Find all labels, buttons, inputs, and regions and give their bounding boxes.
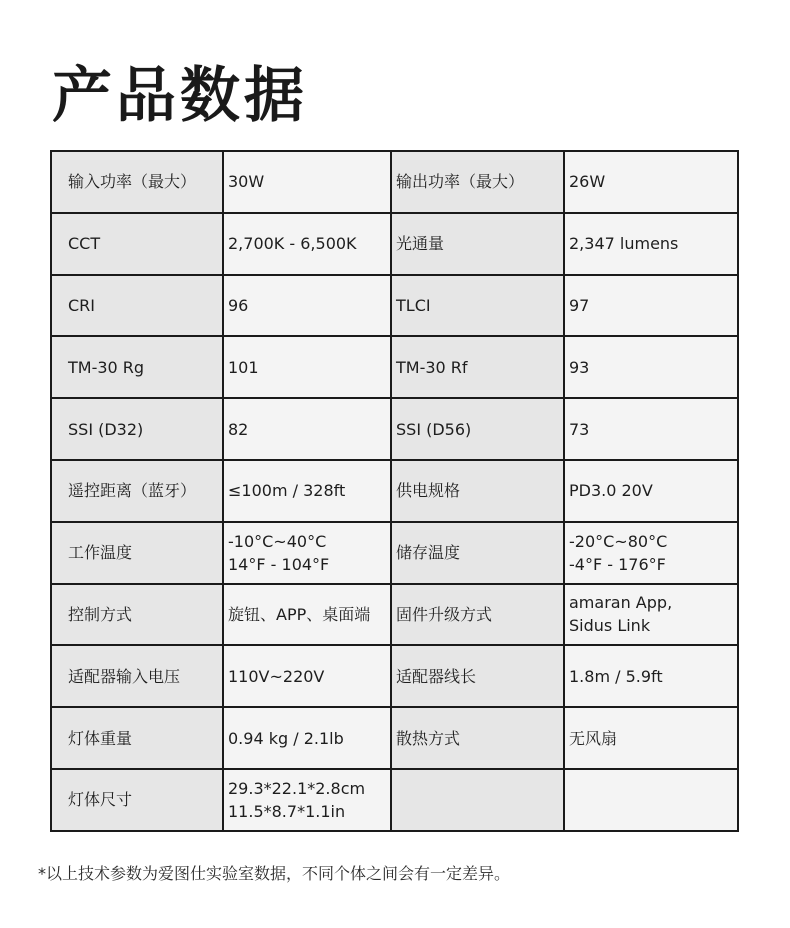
spec-value-cell bbox=[223, 522, 391, 584]
spec-value-line: -10°C~40°C bbox=[228, 531, 327, 551]
spec-value-line: 2,347 lumens bbox=[569, 234, 679, 254]
spec-value-cell bbox=[564, 213, 738, 275]
spec-label-cell: 储存温度 bbox=[391, 522, 564, 584]
table-row bbox=[51, 460, 738, 522]
spec-value-line: 旋钮、APP、桌面端 bbox=[228, 604, 371, 624]
spec-value-line: PD3.0 20V bbox=[569, 481, 653, 501]
table-row bbox=[51, 769, 738, 831]
spec-label-cell: 工作温度 bbox=[51, 522, 223, 584]
spec-value-line: amaran App, bbox=[569, 593, 673, 613]
spec-label-cell: TLCI bbox=[391, 275, 564, 337]
spec-label-cell: 适配器输入电压 bbox=[51, 645, 223, 707]
spec-value-line: 82 bbox=[228, 419, 249, 439]
spec-label-cell: TM-30 Rf bbox=[391, 336, 564, 398]
spec-value-line: 2,700K - 6,500K bbox=[228, 234, 357, 254]
spec-value-line: 110V~220V bbox=[228, 666, 325, 686]
table-row bbox=[51, 522, 738, 584]
spec-label-cell: 固件升级方式 bbox=[391, 584, 564, 646]
spec-label-cell: 灯体尺寸 bbox=[51, 769, 223, 831]
spec-value-cell bbox=[223, 584, 391, 646]
spec-value-cell bbox=[564, 151, 738, 213]
spec-value-cell bbox=[223, 336, 391, 398]
spec-value-cell bbox=[564, 398, 738, 460]
spec-value-line: 29.3*22.1*2.8cm bbox=[228, 778, 366, 798]
spec-label-cell: 输出功率（最大） bbox=[391, 151, 564, 213]
spec-value-line: Sidus Link bbox=[569, 616, 651, 636]
spec-label-cell: 适配器线长 bbox=[391, 645, 564, 707]
table-row bbox=[51, 213, 738, 275]
spec-value-line: 73 bbox=[569, 419, 590, 439]
spec-value-line: 96 bbox=[228, 295, 249, 315]
spec-label-cell: 光通量 bbox=[391, 213, 564, 275]
spec-value-line: 1.8m / 5.9ft bbox=[569, 666, 663, 686]
table-row bbox=[51, 584, 738, 646]
spec-value-cell bbox=[223, 769, 391, 831]
spec-value-line: -4°F - 176°F bbox=[569, 554, 666, 574]
spec-value-line: 93 bbox=[569, 357, 590, 377]
spec-value-line: 97 bbox=[569, 295, 590, 315]
spec-value-cell bbox=[564, 522, 738, 584]
spec-value-line: 无风扇 bbox=[569, 728, 618, 748]
spec-value-cell bbox=[564, 460, 738, 522]
spec-value-cell bbox=[223, 213, 391, 275]
spec-value-line: 30W bbox=[228, 172, 265, 192]
spec-label-cell: 遥控距离（蓝牙） bbox=[51, 460, 223, 522]
spec-value-cell bbox=[223, 275, 391, 337]
spec-value-cell bbox=[223, 398, 391, 460]
spec-table bbox=[50, 150, 739, 832]
spec-value-cell bbox=[564, 645, 738, 707]
table-row bbox=[51, 151, 738, 213]
spec-value-cell bbox=[564, 275, 738, 337]
spec-value-line: -20°C~80°C bbox=[569, 531, 668, 551]
spec-label-cell: SSI (D32) bbox=[51, 398, 223, 460]
footnote: *以上技术参数为爱图仕实验室数据，不同个体之间会有一定差异。 bbox=[38, 864, 511, 883]
spec-label-cell: 散热方式 bbox=[391, 707, 564, 769]
spec-value-cell bbox=[564, 336, 738, 398]
table-row bbox=[51, 336, 738, 398]
spec-value-line: ≤100m / 328ft bbox=[228, 481, 346, 501]
spec-value-line: 101 bbox=[228, 357, 259, 377]
spec-value-cell bbox=[564, 707, 738, 769]
spec-label-cell bbox=[391, 769, 564, 831]
spec-value-line: 26W bbox=[569, 172, 606, 192]
spec-value-cell bbox=[564, 584, 738, 646]
spec-value-cell bbox=[223, 151, 391, 213]
spec-value-cell bbox=[223, 707, 391, 769]
table-row bbox=[51, 707, 738, 769]
spec-label-cell: 灯体重量 bbox=[51, 707, 223, 769]
spec-value-cell bbox=[564, 769, 738, 831]
spec-label-cell: 输入功率（最大） bbox=[51, 151, 223, 213]
page-title: 产品数据 bbox=[52, 61, 308, 131]
spec-label-cell: 供电规格 bbox=[391, 460, 564, 522]
spec-label-cell: 控制方式 bbox=[51, 584, 223, 646]
table-row bbox=[51, 275, 738, 337]
table-row bbox=[51, 398, 738, 460]
spec-label-cell: CCT bbox=[51, 213, 223, 275]
spec-value-cell bbox=[223, 645, 391, 707]
spec-label-cell: TM-30 Rg bbox=[51, 336, 223, 398]
spec-value-line: 0.94 kg / 2.1lb bbox=[228, 728, 344, 748]
spec-value-cell bbox=[223, 460, 391, 522]
spec-value-line: 11.5*8.7*1.1in bbox=[228, 801, 346, 821]
spec-label-cell: CRI bbox=[51, 275, 223, 337]
spec-value-line: 14°F - 104°F bbox=[228, 554, 330, 574]
spec-label-cell: SSI (D56) bbox=[391, 398, 564, 460]
table-row bbox=[51, 645, 738, 707]
